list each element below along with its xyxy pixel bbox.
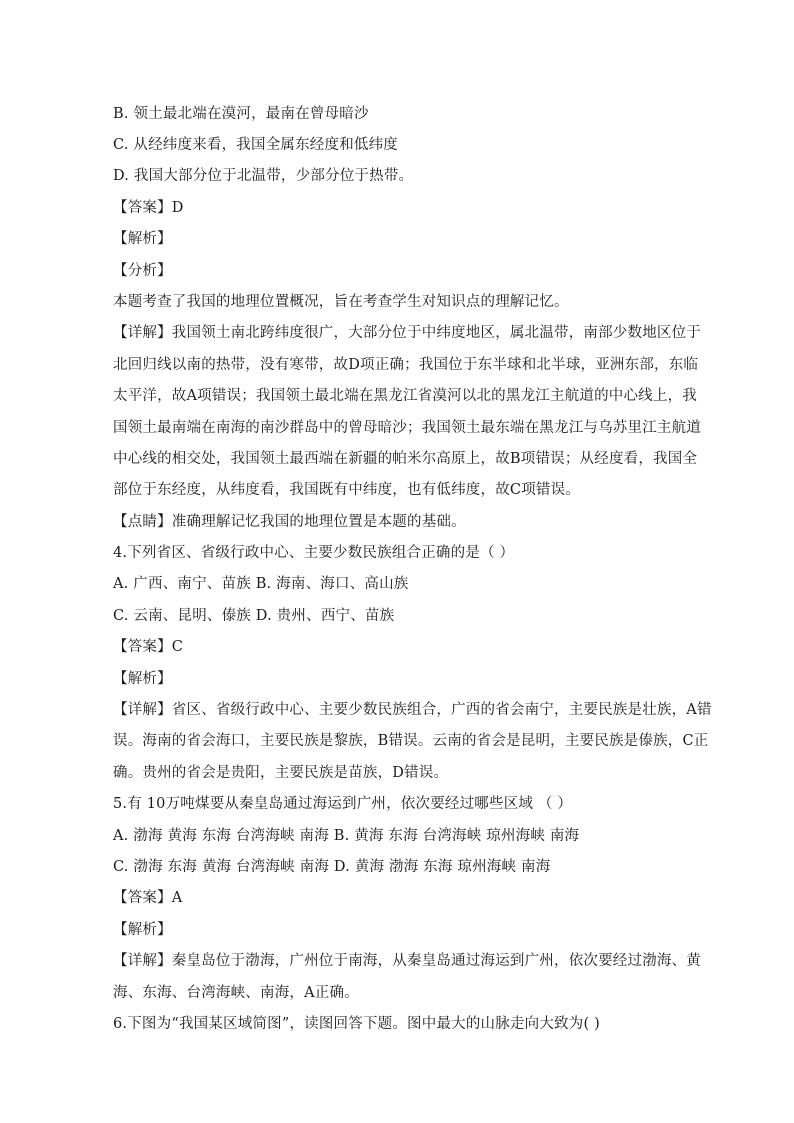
question-5-options-cd: C. 渤海 东海 黄海 台湾海峡 南海 D. 黄海 渤海 东海 琼州海峡 南海 bbox=[113, 859, 551, 875]
question-6: 6.下图为“我国某区域简图”，读图回答下题。图中最大的山脉走向大致为( ) bbox=[113, 1016, 600, 1032]
paragraph-line: 国领土最南端在南海的南沙群岛中的曾母暗沙；我国领土最东端在黑龙江与乌苏里江主航道 bbox=[113, 420, 701, 436]
paragraph-line: 中心线的相交处，我国领土最西端在新疆的帕米尔高原上，故B项错误；从经度看，我国全 bbox=[113, 451, 698, 467]
paragraph-line: 【详解】省区、省级行政中心、主要少数民族组合，广西的省会南宁，主要民族是壮族，A错 bbox=[113, 702, 712, 718]
paragraph-line: 太平洋，故A项错误；我国领土最北端在黑龙江省漠河以北的黑龙江主航道的中心线上，我 bbox=[113, 388, 697, 404]
paragraph-line: 误。海南的省会海口，主要民族是黎族，B错误。云南的省会是昆明，主要民族是傣族，C正 bbox=[113, 733, 709, 749]
analysis-label: 【解析】 bbox=[113, 922, 172, 938]
option-b: B. 领土最北端在漠河，最南在曾母暗沙 bbox=[113, 106, 369, 122]
paragraph-line: 【详解】我国领土南北跨纬度很广，大部分位于中纬度地区，属北温带，南部少数地区位于 bbox=[113, 325, 701, 341]
analysis-label: 【解析】 bbox=[113, 671, 172, 687]
question-4-options-cd: C. 云南、昆明、傣族 D. 贵州、西宁、苗族 bbox=[113, 608, 395, 624]
question-4: 4.下列省区、省级行政中心、主要少数民族组合正确的是（ ） bbox=[113, 545, 515, 561]
analysis-label: 【解析】 bbox=[113, 231, 172, 247]
answer-label: 【答案】A bbox=[113, 890, 183, 906]
paragraph-line: 北回归线以南的热带，没有寒带，故D项正确；我国位于东半球和北半球，亚洲东部，东临 bbox=[113, 357, 699, 373]
question-4-options-ab: A. 广西、南宁、苗族 B. 海南、海口、高山族 bbox=[113, 576, 409, 592]
fenxi-label: 【分析】 bbox=[113, 263, 172, 279]
answer-label: 【答案】C bbox=[113, 639, 184, 655]
question-5: 5.有 10万吨煤要从秦皇岛通过海运到广州，依次要经过哪些区域 （ ） bbox=[113, 796, 573, 812]
paragraph-line: 部位于东经度，从纬度看，我国既有中纬度，也有低纬度，故C项错误。 bbox=[113, 482, 580, 498]
paragraph-line: 确。贵州的省会是贵阳，主要民族是苗族，D错误。 bbox=[113, 765, 449, 781]
option-d: D. 我国大部分位于北温带，少部分位于热带。 bbox=[113, 168, 414, 184]
question-5-options-ab: A. 渤海 黄海 东海 台湾海峡 南海 B. 黄海 东海 台湾海峡 琼州海峡 南海 bbox=[113, 828, 580, 844]
option-c: C. 从经纬度来看，我国全属东经度和低纬度 bbox=[113, 137, 398, 153]
paragraph-line: 【详解】秦皇岛位于渤海，广州位于南海，从秦皇岛通过海运到广州，依次要经过渤海、黄 bbox=[113, 953, 701, 969]
tip-line: 【点睛】准确理解记忆我国的地理位置是本题的基础。 bbox=[113, 514, 466, 530]
answer-label: 【答案】D bbox=[113, 200, 184, 216]
paragraph-line: 本题考查了我国的地理位置概况，旨在考查学生对知识点的理解记忆。 bbox=[113, 294, 569, 310]
paragraph-line: 海、东海、台湾海峡、南海，A正确。 bbox=[113, 985, 359, 1001]
